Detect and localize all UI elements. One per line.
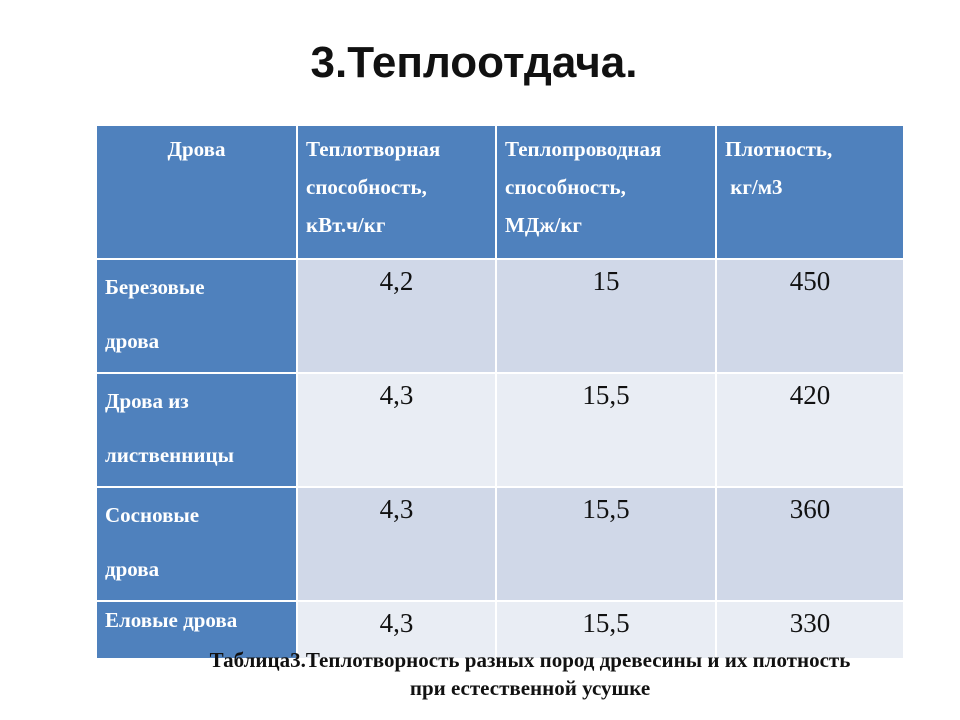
row-label-line: Березовые xyxy=(105,275,205,299)
row-label-line: Дрова из xyxy=(105,389,189,413)
caption-line: при естественной усушке xyxy=(409,676,651,700)
header-conductivity xyxy=(496,125,716,259)
table-cell: 360 xyxy=(716,487,904,601)
table-row xyxy=(96,259,904,373)
header-line: Плотность, xyxy=(725,137,833,161)
table-cell: 15,5 xyxy=(496,373,716,487)
header-line: способность, xyxy=(306,175,427,199)
row-label-line: Еловые дрова xyxy=(105,608,238,632)
table-cell: 330 xyxy=(716,601,904,659)
row-label-line: лиственницы xyxy=(105,443,234,467)
header-density xyxy=(716,125,904,259)
row-label-line: дрова xyxy=(105,329,160,353)
header-firewood xyxy=(96,125,297,259)
table-row xyxy=(96,373,904,487)
table-cell: 450 xyxy=(716,259,904,373)
row-label xyxy=(96,259,297,373)
table-cell: 4,3 xyxy=(297,373,496,487)
table-caption xyxy=(100,646,960,702)
table-cell: 15,5 xyxy=(496,601,716,659)
row-label-line: дрова xyxy=(105,557,160,581)
header-line: Теплопроводная xyxy=(505,137,662,161)
page-title: 3.Теплоотдача. xyxy=(310,38,638,87)
header-heating-value xyxy=(297,125,496,259)
wood-heat-table xyxy=(95,124,905,660)
row-label xyxy=(96,487,297,601)
header-line: Дрова xyxy=(167,137,226,161)
table-row xyxy=(96,487,904,601)
header-line: кг/м3 xyxy=(725,175,783,199)
header-row xyxy=(96,125,904,259)
table-cell: 4,3 xyxy=(297,487,496,601)
header-line: МДж/кг xyxy=(505,213,582,237)
table-cell: 4,3 xyxy=(297,601,496,659)
row-label xyxy=(96,373,297,487)
table-cell: 420 xyxy=(716,373,904,487)
caption-line: Таблица3.Теплотворность разных пород древесины и их плотность xyxy=(209,648,851,672)
header-line: Теплотворная xyxy=(306,137,441,161)
table-cell: 15,5 xyxy=(496,487,716,601)
header-line: способность, xyxy=(505,175,626,199)
table-cell: 4,2 xyxy=(297,259,496,373)
row-label-line: Сосновые xyxy=(105,503,200,527)
table-cell: 15 xyxy=(496,259,716,373)
header-line: кВт.ч/кг xyxy=(306,213,386,237)
